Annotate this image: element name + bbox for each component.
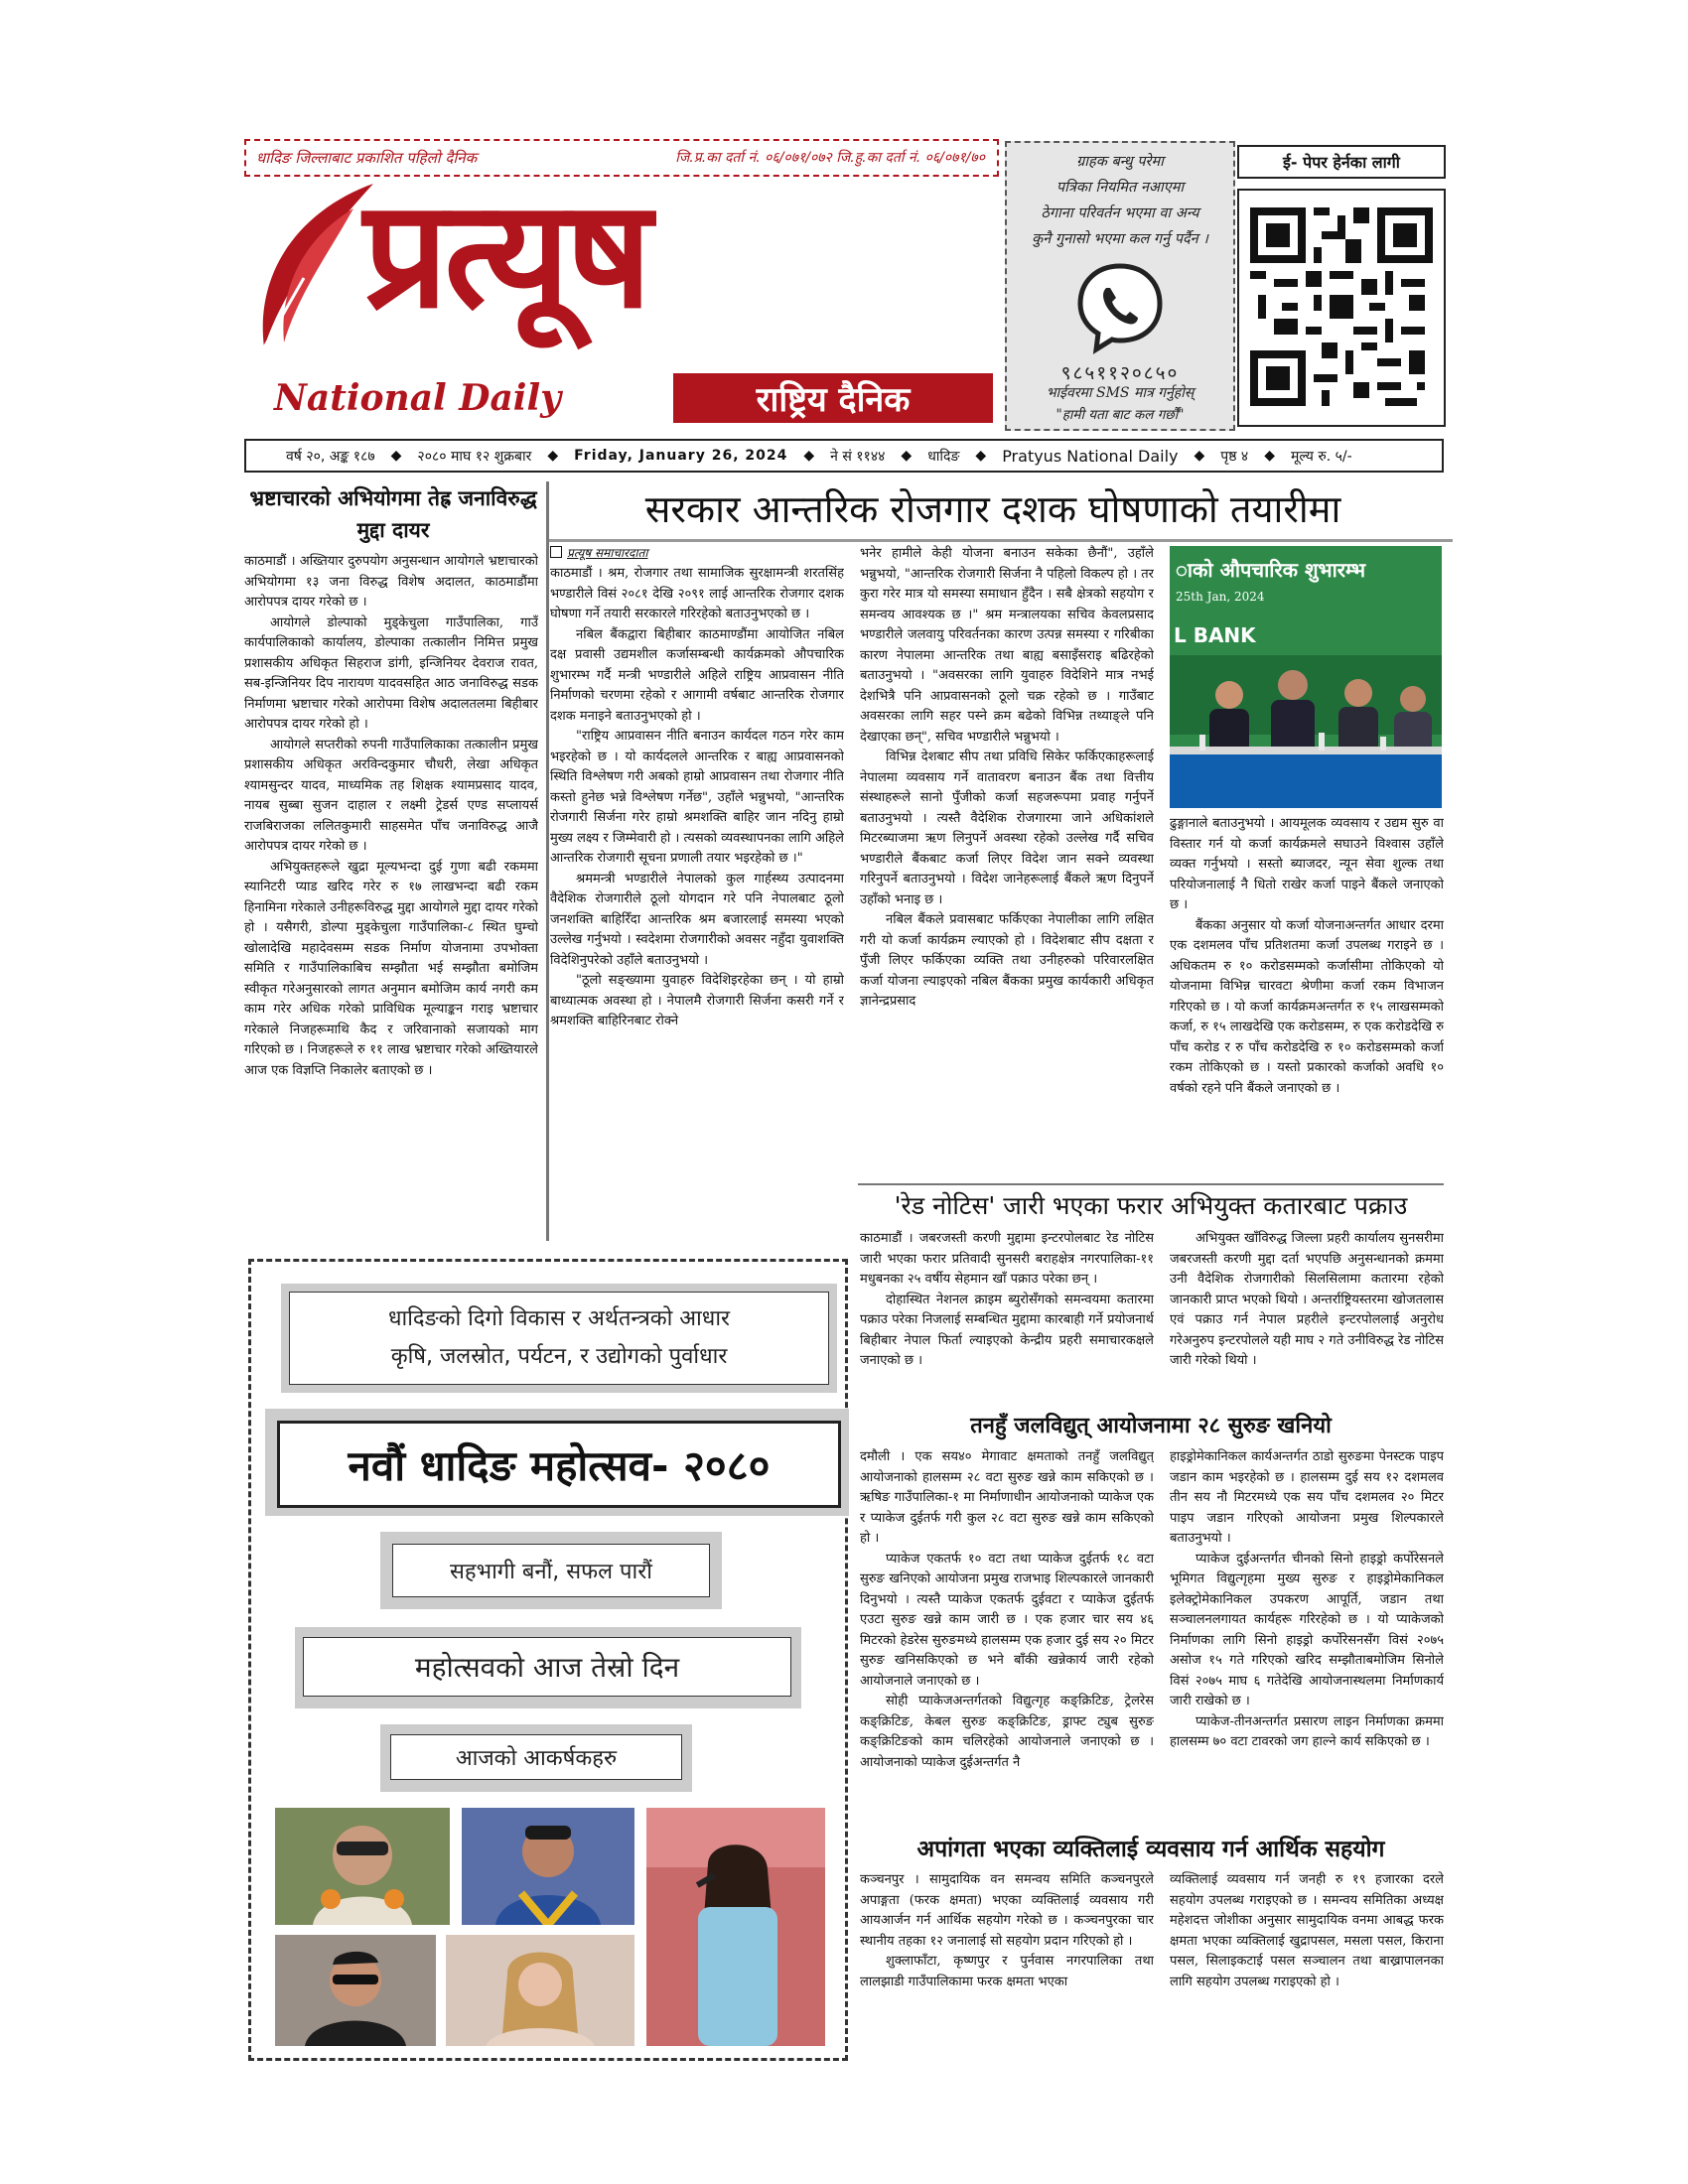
checkbox-icon <box>550 546 562 558</box>
ad-slogan: सहभागी बनौं, सफल पारौं <box>450 1560 652 1584</box>
column-rule <box>858 1183 1444 1185</box>
paragraph: ढुङ्गानाले बताउनुभयो । आयमूलक व्यवसाय र उद्यम सुरु वा विस्तार गर्न यो कर्जा कार्यक्रमले सघाउने विश्वास उहाँले व्यक्त गर्नुभयो । सस्तो ब्याजदर, न्यून सेवा शुल्क तथा परियोजनालाई नै धितो राखेर कर्जा पाइने बैंकले जनाएको छ । <box>1170 816 1444 912</box>
byline-text: प्रत्यूष समाचारदाता <box>567 546 648 560</box>
paragraph: विभिन्न देशबाट सीप तथा प्रविधि सिकेर फर्किएकाहरूलाई नेपालमा व्यवसाय गर्ने वातावरण बनाउन बैंक तथा वित्तीय संस्थाहरूले सानो पुँजीको कर्जा सहजरूपमा प्रवाह गर्नुपर्ने बताउनुभयो । त्यस्तै वैदेशिक रोजगारमा जाने अधिकांशले मिटरब्याजमा ऋण लिनुपर्ने अवस्था रहेको उल्लेख गर्दै सचिव भण्डारीले बैंकबाट कर्जा लिएर विदेश जान सक्ने व्यवस्था गरिनुपर्ने बताउनुभयो । विदेश जानेहरूलाई बैंकले ऋण दिनुपर्ने उहाँको भनाइ छ । <box>860 750 1154 907</box>
qr-code-frame[interactable] <box>1237 189 1446 427</box>
paragraph: श्रममन्त्री भण्डारीले नेपालको कुल गार्हस्थ्य उत्पादनमा वैदेशिक रोजगारीले ठूलो योगदान गरे पनि नेपालबाट ठूलो जनशक्ति बाहिरिँदा आन्तरिक श्रम बजारलाई समस्या भएको उल्लेख गर्नुभयो । स्वदेशमा रोजगारीको अवसर नहुँदा युवाशक्ति विदेशिनुपरेको उहाँले बताउनुभयो । <box>550 871 844 968</box>
column-rule <box>546 481 549 1241</box>
story-4-headline: तनहुँ जलविद्युत् आयोजनामा २८ सुरुङ खनियो <box>970 1414 1332 1438</box>
story-4-col-2 <box>1170 1447 1444 1827</box>
paragraph: हाइड्रोमेकानिकल कार्यअन्तर्गत ठाडो सुरुङमा पेनस्टक पाइप जडान काम भइरहेको छ । हालसम्म दुई सय १२ दशमलव तीन सय नौ मिटरमध्ये एक सय पाँच दशमलव २० मिटर पाइप जडान गरिएको आयोजना प्रमुख शिल्पकारले बताउनुभयो । <box>1170 1449 1444 1546</box>
artist-photo-5 <box>446 1935 634 2046</box>
paragraph: शुक्लाफाँटा, कृष्णपुर र पुर्नवास नगरपालिका तथा लालझाडी गाउँपालिकामा फरक क्षमता भएका <box>860 1954 1154 1989</box>
ad-day: महोत्सवको आज तेस्रो दिन <box>414 1651 680 1684</box>
story-3-headline: 'रेड नोटिस' जारी भएका फरार अभियुक्त कतारबाट पक्राउ <box>894 1191 1408 1220</box>
feather-logo-icon <box>244 179 383 357</box>
story-2-byline <box>550 544 647 561</box>
story-2-col-2 <box>860 544 1154 1179</box>
artist-photo-2 <box>462 1808 634 1925</box>
ad-frame-3 <box>380 1532 722 1609</box>
masthead-nepali-sub-box <box>673 373 993 423</box>
artist-photo-3 <box>646 1808 825 2046</box>
paragraph: प्याकेज दुईअन्तर्गत चीनको सिनो हाइड्रो कर्पोरेसनले भूमिगत विद्युत्गृहमा मुख्य सुरुङ र हाइड्रोमेकानिकल इलेक्ट्रोमेकानिकल उपकरण आपूर्ति, जडान तथा सञ्चालनलगायत कार्यहरू गरिरहेको छ । यो प्याकेजको निर्माणका लागि सिनो हाइड्रो कर्पोरेसनसँग विसं २०७५ असोज १५ गते गरिएको खरिद सम्झौताबमोजिम सिनोले विसं २०७५ माघ ६ गतेदेखि आयोजनास्थलमा निर्माणकार्य जारी राखेको छ । <box>1170 1551 1444 1708</box>
paragraph: अभियुक्त खाँविरुद्ध जिल्ला प्रहरी कार्यालय सुनसरीमा जबरजस्ती करणी मुद्दा दर्ता भएपछि अनुसन्धानको क्रममा उनी वैदेशिक रोजगारीको सिलसिलामा कतारमा रहेको जानकारी प्राप्त भएको थियो । अन्तर्राष्ट्रियस्तरमा खोजतलास एवं पक्राउ गर्न नेपाल प्रहरीले इन्टरपोललाई अनुरोध गरेअनुरुप इन्टरपोलले यही माघ २ गते उनीविरुद्ध रेड नोटिस जारी गरेको थियो । <box>1170 1231 1444 1368</box>
column-rule <box>549 539 1453 542</box>
paragraph: आयोगले डोल्पाको मुड्केचुला गाउँपालिका, गाउँ कार्यपालिकाको कार्यालय, डोल्पाका तत्कालीन निमित्त प्रमुख प्रशासकीय अधिकृत सिहराज डांगी, इन्जिनियर देवराज रावत, सब-इन्जिनियर दिप नारायण यादवसहित आठ जनाविरुद्ध सडक निर्माणमा भ्रष्टाचार गरेको आरोपमा विशेष अदालतलमा बिहीबार आरोपपत्र दायर गरेको हो । <box>244 614 538 732</box>
masthead <box>244 139 999 427</box>
dateline-page: पृष्ठ ४ <box>1220 448 1249 465</box>
paragraph: कञ्चनपुर । सामुदायिक वन समन्वय समिति कञ्चनपुरले अपाङ्गता (फरक क्षमता) भएका व्यक्तिलाई व्यवसाय गरी आयआर्जन गर्न आर्थिक सहयोग गरेको छ । कञ्चनपुरका चार स्थानीय तहका १२ जनालाई सो सहयोग प्रदान गरिएको हो । <box>860 1872 1154 1949</box>
paragraph: नबिल बैंकले प्रवासबाट फर्किएका नेपालीका लागि लक्षित गरी यो कर्जा कार्यक्रम ल्याएको हो । विदेशबाट सीप दक्षता र पुँजी लिएर फर्किएका व्यक्ति तथा उनीहरुको परिवारलक्षित कर्जा योजना ल्याइएको नबिल बैंकका प्रमुख कार्यकारी अधिकृत ज्ञानेन्द्रप्रसाद <box>860 912 1154 1009</box>
ad-frame-1 <box>281 1284 837 1393</box>
paragraph: नबिल बैंकद्वारा बिहीबार काठमाण्डौंमा आयोजित नबिल दक्ष प्रवासी उद्यमशील कर्जासम्बन्धी कार्यक्रमको औपचारिक शुभारम्भ गर्दै मन्त्री भण्डारीले अहिले राष्ट्रिय आप्रवासन नीति निर्माणको चरणमा रहेको र आगामी वर्षबाट आन्तरिक रोजगार दशक मनाइने बताउनुभएको हो । <box>550 626 844 724</box>
masthead-registration: जि.प्र.का दर्ता नं. ०६/०७१/०७२ जि.हु.का दर्ता नं. ०६/०७१/७० <box>675 150 985 166</box>
story-5-headline: अपांगता भएका व्यक्तिलाई व्यवसाय गर्न आर्थिक सहयोग <box>916 1837 1385 1862</box>
paragraph: दमौली । एक सय४० मेगावाट क्षमताको तनहुँ जलविद्युत् आयोजनाको हालसम्म २८ वटा सुरुङ खन्ने काम सकिएको छ । ऋषिङ गाउँपालिका-१ मा निर्माणाधीन आयोजनाको प्याकेज एक र प्याकेज दुईतर्फ गरी कुल २८ वटा सुरुङ खन्ने काम सकिएको हो । <box>860 1449 1154 1546</box>
dateline-paper: Pratyus National Daily <box>1002 446 1179 466</box>
story-3-col-2 <box>1170 1229 1444 1428</box>
ad-frame-2 <box>265 1409 849 1516</box>
ad-attractions: आजको आकर्षकहरु <box>455 1746 618 1771</box>
paragraph: काठमाडौं । अख्तियार दुरुपयोग अनुसन्धान आयोगले भ्रष्टाचारको अभियोगमा १३ जना विरुद्ध विशेष अदालत, काठमाडौंमा आरोपपत्र दायर गरेको छ । <box>244 554 538 610</box>
dateline-en-date: Friday, January 26, 2024 <box>574 448 788 464</box>
ad-frame-4 <box>295 1627 801 1708</box>
paragraph: भनेर हामीले केही योजना बनाउन सकेका छैनौं", उहाँले भन्नुभयो, "आन्तरिक रोजगारी सिर्जना नै पहिलो विकल्प हो । तर कुरा गरेर मात्र यो समस्या समाधान हुँदैन । सबै क्षेत्रको सहयोग र समन्वय आवश्यक छ ।" श्रम मन्त्रालयका सचिव केवलप्रसाद भण्डारीले जलवायु परिवर्तनका कारण उत्पन्न समस्या र गरिबीका कारण नेपालमा आन्तरिक तथा बाह्य बसाइँसराइ बढिरहेको बताउनुभयो । "अवसरका लागि युवाहरु विदेशिने मात्र नभई देशभित्रै पनि आप्रवासनको ठूलो चक्र रहेको छ । गाउँबाट अवसरका लागि सहर पस्ने क्रम बढेको विभिन्न तथ्याङ्ले पनि देखाएका छन्", सचिव भण्डारीले भन्नुभयो । <box>860 546 1154 745</box>
masthead-nepali-sub: राष्ट्रिय दैनिक <box>756 380 911 420</box>
viber-phone-icon <box>1072 260 1168 355</box>
photo-banner-text: ाको औपचारिक शुभारम्भ <box>1176 558 1366 582</box>
paragraph: आयोगले सप्तरीको रुपनी गाउँपालिकाका तत्कालीन प्रमुख प्रशासकीय अधिकृत अरविन्दकुमार चौधरी, लेखा अधिकृत श्यामसुन्दर यादव, माध्यमिक तह शिक्षक श्यामप्रसाद यादव, नायब सुब्बा सुजन दाहाल र लक्ष्मी ट्रेडर्स एण्ड सप्लायर्स राजबिराजका ललितकुमारी साहसमेत पाँच जनाविरुद्ध आजै आरोपपत्र दायर गरेको छ । <box>244 737 538 854</box>
paragraph: प्याकेज-तीनअन्तर्गत प्रसारण लाइन निर्माणका क्रममा हालसम्म ७० वटा टावरको जग हाल्ने कार्य सकिएको छ । <box>1170 1713 1444 1749</box>
ad-frame-5 <box>380 1724 692 1792</box>
subscriber-phone: ९८५११२०८५० <box>1060 362 1180 384</box>
story-2-col-1 <box>550 564 844 1241</box>
paragraph: दोहास्थित नेशनल क्राइम ब्युरोसँगको समन्वयमा कतारमा पक्राउ परेका निजलाई सम्बन्धित मुद्दामा कारबाही गर्ने प्रयोजनार्थ बिहीबार नेपाल फिर्ता ल्याइएको केन्द्रीय प्रहरी समाचारकक्षले जनाएको छ । <box>860 1292 1154 1368</box>
masthead-tagline: धादिङ जिल्लाबाट प्रकाशित पहिलो दैनिक <box>256 149 478 167</box>
photo-bank: L BANK <box>1174 623 1256 647</box>
subscriber-line-1: ग्राहक बन्धु परेमा <box>1076 154 1164 170</box>
paragraph: व्यक्तिलाई व्यवसाय गर्न जनही रु १९ हजारका दरले सहयोग उपलब्ध गराइएको छ । समन्वय समितिका अध्यक्ष महेशदत्त जोशीका अनुसार सामुदायिक वनमा आबद्ध फरक क्षमता भएका व्यक्तिलाई खुद्रापसल, मसला पसल, किराना पसल, सिलाइकटाई पसल सञ्चालन तथा बाख्रापालनका लागि सहयोग उपलब्ध गराइएको हो । <box>1170 1872 1444 1989</box>
paragraph: "ठूलो सङ्ख्यामा युवाहरु विदेशिइरहेका छन् । यो हाम्रो बाध्यात्मक अवस्था हो । नेपालमै रोजगारी सिर्जना कसरी गर्ने र श्रमशक्ति बाहिरिनबाट रोक्ने <box>550 973 844 1028</box>
subscriber-box <box>1005 141 1235 431</box>
subscriber-line-2: पत्रिका नियमित नआएमा <box>1055 180 1185 196</box>
story-2-headline: सरकार आन्तरिक रोजगार दशक घोषणाको तयारीमा <box>644 487 1341 531</box>
dateline-bar: वर्ष २०, अङ्क १८७ ◆ २०८० माघ १२ शुक्रबार ◆ Friday, January 26, 2024 ◆ ने सं ११४४ ◆ धादिङ ◆ Pratyus National Daily ◆ पृष्ठ ४ ◆ मूल्य रु. ५/- <box>244 439 1444 473</box>
dateline-ns: ने सं ११४४ <box>830 448 886 465</box>
story-3-col-1 <box>860 1229 1154 1428</box>
subscriber-line-3: ठेगाना परिवर्तन भएमा वा अन्य <box>1041 205 1199 221</box>
story-1-body <box>244 552 538 1241</box>
story-4-col-1 <box>860 1447 1154 1827</box>
story-2-col-3 <box>1170 814 1444 1181</box>
story-5-col-1 <box>860 1870 1154 2049</box>
paragraph: अभियुक्तहरूले खुद्रा मूल्यभन्दा दुई गुणा बढी रकममा स्यानिटरी प्याड खरिद गरेर रु १७ लाखभन्दा बढी रकम हिनामिना गरेकाले उनीहरूविरुद्ध मुद्दा आयोगले मुद्दा दायर गरेको हो । यसैगरी, डोल्पा मुड्केचुला गाउँपालिका-८ स्थित घुम्चो खोलादेखि महादेवसम्म सडक निर्माण योजनामा उपभोक्ता समिति र गाउँपालिकाबिच सम्झौता भई सम्झौता बमोजिम स्वीकृत गरेअनुसारको लागत अनुमान बमोजिम कार्य नगरी कम काम गरेर अधिक गरेको प्राविधिक मूल्याङ्कन गराइ भ्रष्टाचार गरेकाले निजहरूमाथि कैद र जरिवानाको सजायको माग गरिएको छ । निजहरूले रु ११ लाख भ्रष्टाचार गरेको अख्तियारले आज एक विज्ञप्ति निकालेर बताएको छ । <box>244 859 538 1078</box>
dateline-np-date: २०८० माघ १२ शुक्रबार <box>417 448 532 465</box>
artist-photo-1 <box>275 1808 450 1925</box>
festival-ad <box>248 1259 848 2061</box>
ad-festival-title: नवौं धादिङ महोत्सव- २०८० <box>348 1440 771 1490</box>
epaper-label-box <box>1237 145 1446 179</box>
masthead-english: National Daily <box>274 377 562 419</box>
story-5-col-2 <box>1170 1870 1444 2049</box>
subscriber-line-4: कुनै गुनासो भएमा कल गर्नु पर्दैन । <box>1032 231 1208 247</box>
paragraph: प्याकेज एकतर्फ १० वटा तथा प्याकेज दुईतर्फ १८ वटा सुरुङ खनिएको आयोजना प्रमुख राजभाइ शिल्पकारले जानकारी दिनुभयो । त्यस्तै प्याकेज एकतर्फ दुईवटा र प्याकेज दुईतर्फ एउटा सुरुङ खन्ने काम जारी छ । एक हजार चार सय ४६ मिटरको हेडरेस सुरुङमध्ये हालसम्म एक हजार दुई सय २० मिटर सुरुङ खनिसकिएको छ भने बाँकी खन्नेकार्य जारी रहेको आयोजनाले जनाएको छ । <box>860 1551 1154 1689</box>
story-2-photo <box>1170 546 1442 808</box>
dateline-place: धादिङ <box>927 448 960 465</box>
paragraph: "राष्ट्रिय आप्रवासन नीति बनाउन कार्यदल गठन गरेर काम भइरहेको छ । यो कार्यदलले आन्तरिक र बाह्य आप्रवासनको स्थिति विश्लेषण गरी अबको हाम्रो आप्रवासन तथा रोजगार नीति कस्तो हुनेछ भन्ने विश्लेषण गर्नेछ", उहाँले भन्नुभयो, "आन्तरिक रोजगारी सिर्जना गरेर हाम्रो श्रमशक्ति बाहिर जान नदिनु हाम्रो मुख्य लक्ष्य र जिम्मेवारी हो । त्यसको व्यवस्थापनका लागि अहिले आन्तरिक रोजगारी सूचना प्रणाली तयार भइरहेको छ ।" <box>550 729 844 866</box>
dateline-price: मूल्य रु. ५/- <box>1290 448 1352 465</box>
qr-code-icon <box>1250 205 1433 409</box>
paragraph: सोही प्याकेजअन्तर्गतको विद्युत्गृह कङ्क्रिटिङ, ट्रेलरेस कङ्क्रिटिङ, केबल सुरुङ कङ्क्रिटिङ, ड्राफ्ट ट्युब सुरुङ कङ्क्रिटिङको काम चलिरहेको आयोजनाले जनाएको छ । आयोजनाको प्याकेज दुईअन्तर्गत नै <box>860 1694 1154 1770</box>
subscriber-sms: भाईवरमा SMS मात्र गर्नुहोस् <box>1046 385 1195 401</box>
photo-date: 25th Jan, 2024 <box>1176 590 1265 604</box>
story-1-headline: भ्रष्टाचारको अभियोगमा तेह्र जनाविरुद्ध मुद्दा दायर <box>249 486 537 542</box>
paragraph: बैंकका अनुसार यो कर्जा योजनाअन्तर्गत आधार दरमा एक दशमलव पाँच प्रतिशतमा कर्जा उपलब्ध गराइने छ । अधिकतम रु १० करोडसम्मको कर्जासीमा तोकिएको यो योजनामा विभिन्न चारवटा श्रेणीमा कर्जा रकम विभाजन गरिएको छ । यो कर्जा कार्यक्रमअन्तर्गत रु १५ लाखसम्मको कर्जा, रु १५ लाखदेखि एक करोडसम्म, रु एक करोडदेखि रु पाँच करोड र रु पाँच करोडदेखि रु १० करोडसम्मको कर्जा रकम तोकिएको छ । यस्तो प्रकारको कर्जाको अवधि १० वर्षको रहने पनि बैंकले जनाएको छ । <box>1170 917 1444 1096</box>
dateline-volume: वर्ष २०, अङ्क १८७ <box>286 448 375 465</box>
subscriber-motto: "हामी यता बाट कल गर्छौं" <box>1055 407 1185 423</box>
epaper-label: ई- पेपर हेर्नका लागी <box>1283 153 1400 172</box>
paragraph: काठमाडौं । श्रम, रोजगार तथा सामाजिक सुरक्षामन्त्री शरतसिंह भण्डारीले विसं २०८१ देखि २०९१ लाई आन्तरिक रोजगार दशक घोषणा गर्ने तयारी सरकारले गरिरहेको बताउनुभएको छ । <box>550 566 844 621</box>
ad-line-2: कृषि, जलस्रोत, पर्यटन, र उद्योगको पुर्वाधार <box>390 1344 728 1369</box>
paragraph: काठमाडौं । जबरजस्ती करणी मुद्दामा इन्टरपोलबाट रेड नोटिस जारी भएका फरार प्रतिवादी सुनसरी बराहक्षेत्र नगरपालिका-११ मधुबनका २५ वर्षीय सेहमान खाँ पक्राउ परेका छन् । <box>860 1231 1154 1287</box>
ad-line-1: धादिङको दिगो विकास र अर्थतन्त्रको आधार <box>387 1306 731 1331</box>
masthead-title: प्रत्यूष <box>363 169 648 341</box>
photo-people-illustration <box>1170 655 1442 808</box>
artist-photo-4 <box>275 1935 436 2046</box>
